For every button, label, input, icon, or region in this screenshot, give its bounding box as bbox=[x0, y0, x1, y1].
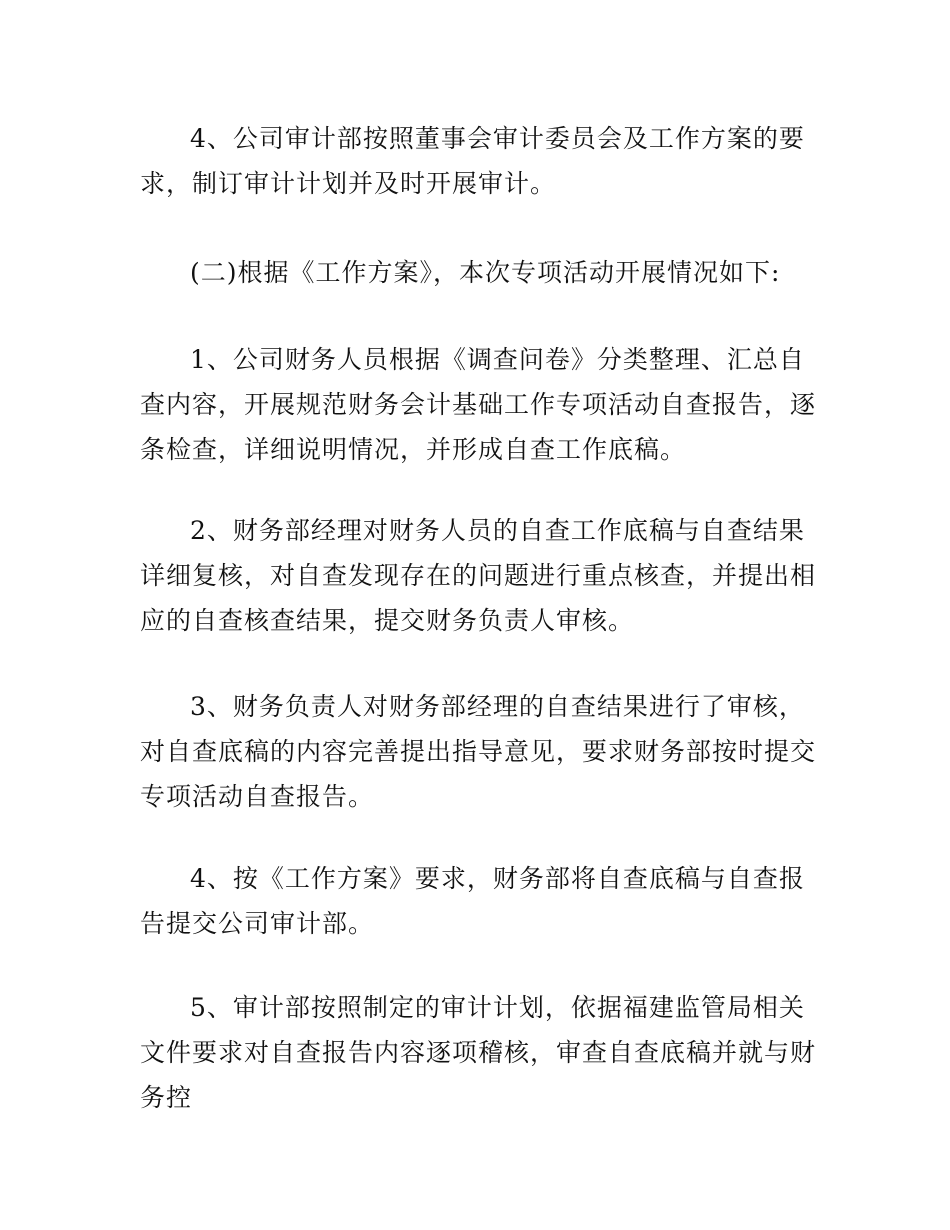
paragraph-section-heading: (二)根据《工作方案》，本次专项活动开展情况如下: bbox=[190, 258, 781, 287]
paragraph-self-check-5: 5、审计部按照制定的审计计划，依据福建监管局相关文件要求对自查报告内容逐项稽核，审查自查底稿并就与财务控 bbox=[140, 993, 817, 1112]
paragraph-self-check-4: 4、按《工作方案》要求，财务部将自查底稿与自查报告提交公司审计部。 bbox=[140, 864, 805, 938]
paragraph-self-check-3: 3、财务负责人对财务部经理的自查结果进行了审核，对自查底稿的内容完善提出指导意见，要求财务部按时提交专项活动自查报告。 bbox=[140, 692, 817, 811]
paragraph-audit-plan: 4、公司审计部按照董事会审计委员会及工作方案的要求，制订审计计划并及时开展审计。 bbox=[140, 124, 805, 198]
paragraph-self-check-1: 1、公司财务人员根据《调查问卷》分类整理、汇总自查内容，开展规范财务会计基础工作专项活动自查报告，逐条检查，详细说明情况，并形成自查工作底稿。 bbox=[140, 345, 817, 464]
paragraph-self-check-2: 2、财务部经理对财务人员的自查工作底稿与自查结果详细复核，对自查发现存在的问题进行重点核查，并提出相应的自查核查结果，提交财务负责人审核。 bbox=[140, 516, 817, 635]
